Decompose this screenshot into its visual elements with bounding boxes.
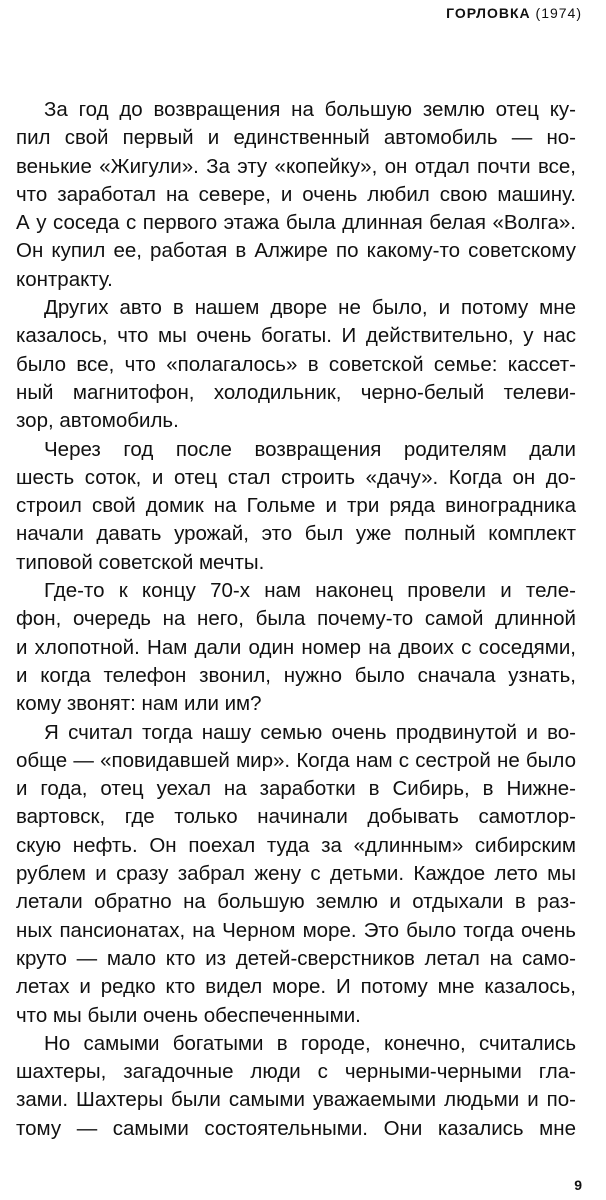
text-line: типовой советской мечты. xyxy=(16,550,265,574)
text-line: летали обратно на большую землю и отдыхали в раз- xyxy=(16,890,576,914)
text-line: Он купил ее, работая в Алжире по какому-то советскому xyxy=(16,239,576,263)
text-line: фон, очередь на него, была почему-то самой длинной xyxy=(16,607,576,631)
text-line: ных пансионатах, на Черном море. Это было тогда очень xyxy=(16,918,576,942)
text-line: контракту. xyxy=(16,267,113,291)
text-line: и года, отец уехал на заработки в Сибирь, в Нижне- xyxy=(16,777,576,801)
text-line: и когда телефон звонил, нужно было сначала узнать, xyxy=(16,663,576,687)
text-line: скую нефть. Он поехал туда за «длинным» сибирским xyxy=(16,833,576,857)
text-line: Через год после возвращения родителям дали xyxy=(44,437,576,461)
text-line: пил свой первый и единственный автомобиль — но- xyxy=(16,126,576,150)
text-line: ный магнитофон, холодильник, черно-белый телеви- xyxy=(16,380,576,404)
text-line: шахтеры, загадочные люди с черными-черными гла- xyxy=(16,1060,576,1084)
text-line: зами. Шахтеры были самыми уважаемыми людьми и по- xyxy=(16,1088,576,1112)
text-line: Других авто в нашем дворе не было, и потому мне xyxy=(44,296,576,320)
text-line: было все, что «полагалось» в советской семье: кассет- xyxy=(16,352,576,376)
text-line: что заработал на севере, и очень любил свою машину. xyxy=(16,182,576,206)
paragraph xyxy=(16,1030,576,1143)
text-line: зор, автомобиль. xyxy=(16,409,179,433)
text-line: вартовск, где только начинали добывать самотлор- xyxy=(16,805,576,829)
text-line: рублем и сразу забрал жену с детьми. Каждое лето мы xyxy=(16,862,576,886)
text-line: венькие «Жигули». За эту «копейку», он отдал почти все, xyxy=(16,154,576,178)
paragraph xyxy=(16,436,576,577)
paragraph xyxy=(16,719,576,1030)
paragraph xyxy=(16,96,576,294)
text-line: круто — мало кто из детей-сверстников летал на само- xyxy=(16,946,576,970)
paragraph xyxy=(16,577,576,718)
text-line: Я считал тогда нашу семью очень продвинутой и во- xyxy=(44,720,576,744)
text-line: казалось, что мы очень богаты. И действительно, у нас xyxy=(16,324,576,348)
text-line: А у соседа с первого этажа была длинная белая «Волга». xyxy=(16,211,576,235)
body-text xyxy=(16,96,576,1143)
text-line: Где-то к концу 70-х нам наконец провели и теле- xyxy=(44,579,576,603)
paragraph xyxy=(16,294,576,435)
text-line: Но самыми богатыми в городе, конечно, считались xyxy=(44,1031,576,1055)
page-number: 9 xyxy=(574,1177,582,1193)
running-header xyxy=(446,4,582,22)
text-line: обще — «повидавшей мир». Когда нам с сестрой не было xyxy=(16,748,576,772)
text-line: шесть соток, и отец стал строить «дачу». Когда он до- xyxy=(16,465,576,489)
text-line: и хлопотной. Нам дали один номер на двоих с соседями, xyxy=(16,635,576,659)
text-line: начали давать урожай, это был уже полный комплект xyxy=(16,522,576,546)
text-line: кому звонят: нам или им? xyxy=(16,692,262,716)
text-line: летах и редко кто видел море. И потому мне казалось, xyxy=(16,975,576,999)
text-line: строил свой домик на Гольме и три ряда виноградника xyxy=(16,494,576,518)
text-line: тому — самыми состоятельными. Они казались мне xyxy=(16,1116,576,1140)
chapter-title: ГОРЛОВКА xyxy=(446,5,531,21)
text-line: что мы были очень обеспеченными. xyxy=(16,1003,361,1027)
text-line: За год до возвращения на большую землю отец ку- xyxy=(44,98,576,121)
chapter-year: (1974) xyxy=(535,5,582,21)
